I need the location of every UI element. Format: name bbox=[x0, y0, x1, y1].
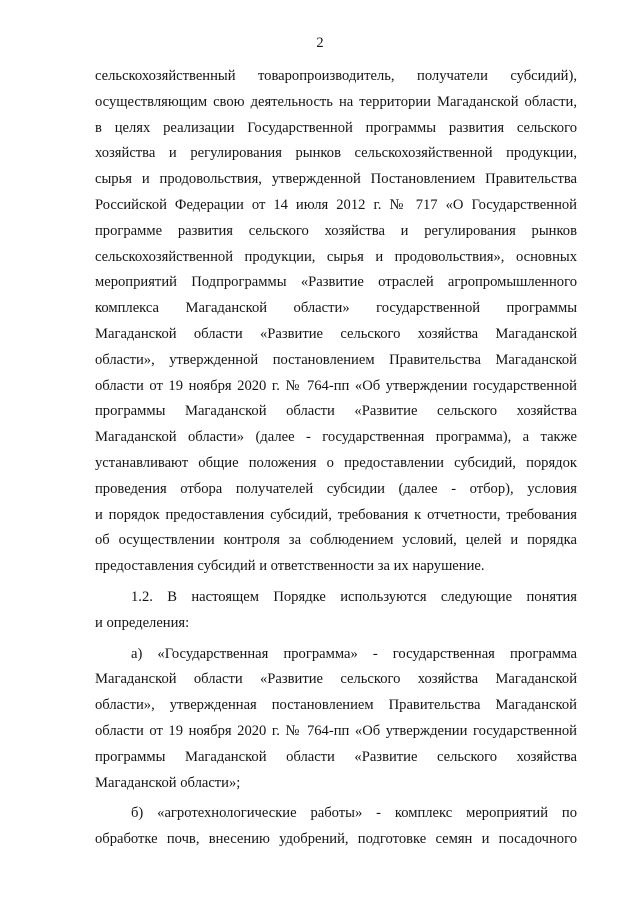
text-line: Российской Федерации от 14 июля 2012 г. № 717 «О Государственной bbox=[95, 196, 577, 213]
paragraph-item-a bbox=[95, 642, 577, 797]
paragraph-section-1-2 bbox=[95, 585, 577, 637]
text-line: проведения отбора получателей субсидии (далее - отбор), условия bbox=[95, 480, 577, 497]
text-line: программы Магаданской области «Развитие сельского хозяйства bbox=[95, 403, 577, 420]
text-line: области», утвержденной постановлением Правительства Магаданской bbox=[95, 351, 577, 368]
text-line: комплекса Магаданской области» государственной программы bbox=[95, 300, 577, 317]
text-line: обработке почв, внесению удобрений, подготовке семян и посадочного bbox=[95, 831, 577, 848]
text-line: сырья и продовольствия, утвержденной Постановлением Правительства bbox=[95, 171, 577, 188]
text-line: программы Магаданской области «Развитие сельского хозяйства bbox=[95, 748, 577, 765]
text-line: Магаданской области «Развитие сельского хозяйства Магаданской bbox=[95, 325, 577, 342]
text-line: мероприятий Подпрограммы «Развитие отраслей агропромышленного bbox=[95, 274, 577, 291]
text-line: области от 19 ноября 2020 г. № 764-пп «Об утверждении государственной bbox=[95, 377, 577, 394]
paragraph-item-b bbox=[95, 801, 577, 853]
page-number: 2 bbox=[316, 35, 324, 51]
text-line: области», утвержденная постановлением Правительства Магаданской bbox=[95, 697, 577, 714]
text-line: предоставления субсидий и ответственности за их нарушение. bbox=[95, 558, 485, 575]
text-line: а) «Государственная программа» - государственная программа bbox=[131, 645, 577, 662]
text-line: б) «агротехнологические работы» - комплекс мероприятий по bbox=[131, 805, 577, 822]
text-line: сельскохозяйственный товаропроизводитель, получатели субсидий), bbox=[95, 68, 577, 84]
text-line: области от 19 ноября 2020 г. № 764-пп «Об утверждении государственной bbox=[95, 722, 577, 739]
text-line: 1.2. В настоящем Порядке используются следующие понятия bbox=[131, 588, 577, 605]
text-line: и порядок предоставления субсидий, требования к отчетности, требования bbox=[95, 506, 577, 523]
paragraph-intro bbox=[95, 64, 577, 580]
text-line: Магаданской области «Развитие сельского хозяйства Магаданской bbox=[95, 671, 577, 688]
text-line: сельскохозяйственной продукции, сырья и продовольствия», основных bbox=[95, 248, 577, 265]
text-line: программе развития сельского хозяйства и регулирования рынков bbox=[95, 222, 577, 239]
text-line: Магаданской области»; bbox=[95, 774, 241, 791]
text-line: в целях реализации Государственной программы развития сельского bbox=[95, 119, 577, 136]
text-line: устанавливают общие положения о предоставлении субсидий, порядок bbox=[95, 454, 577, 471]
text-line: Магаданской области» (далее - государственная программа), а также bbox=[95, 429, 577, 446]
text-line: об осуществлении контроля за соблюдением условий, целей и порядка bbox=[95, 532, 577, 549]
text-line: и определения: bbox=[95, 614, 190, 631]
text-line: осуществляющим свою деятельность на территории Магаданской области, bbox=[95, 93, 577, 110]
text-line: хозяйства и регулирования рынков сельскохозяйственной продукции, bbox=[95, 145, 577, 162]
document-body bbox=[95, 64, 577, 853]
